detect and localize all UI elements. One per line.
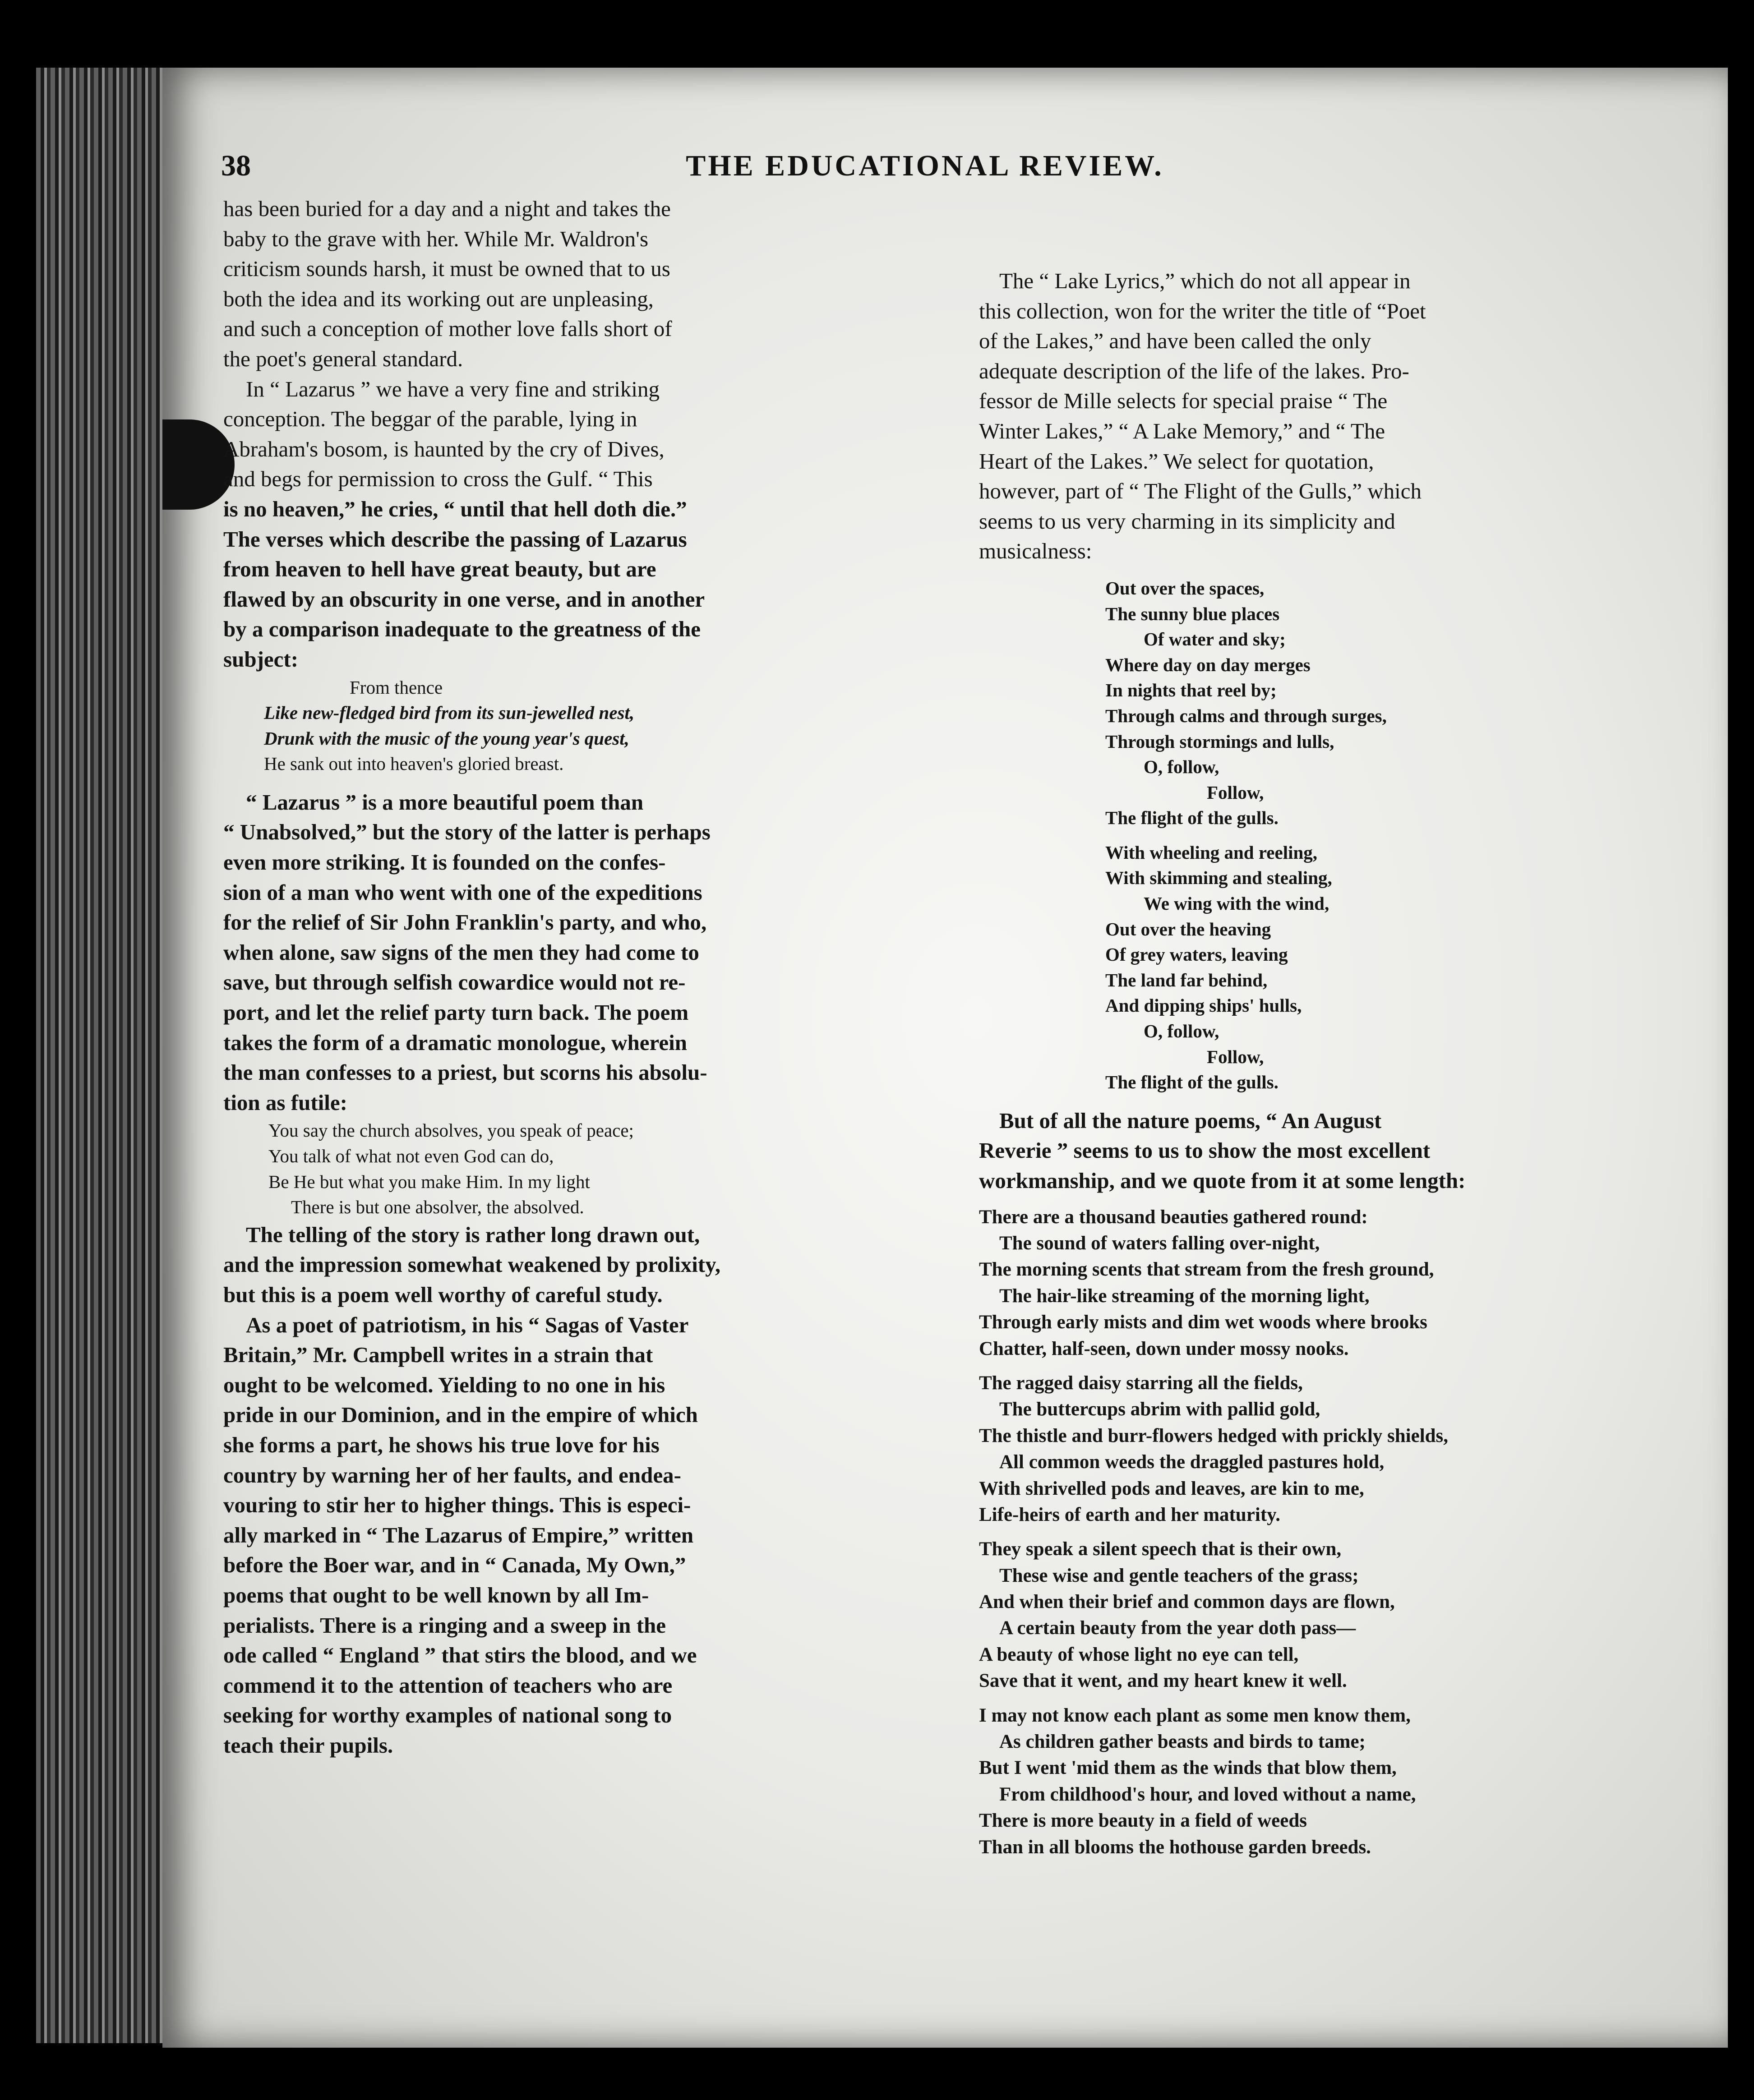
verse-line: There are a thousand beauties gathered round: [979,1206,1368,1228]
verse-line: These wise and gentle teachers of the grass; [999,1565,1359,1586]
text-line: Heart of the Lakes.” We select for quotation, [979,448,1374,474]
verse-line: Drunk with the music of the young year's quest, [264,728,629,749]
text-line: seems to us very charming in its simplicity and [979,508,1395,534]
verse-line: And dipping ships' hulls, [1105,995,1302,1016]
verse-line: Of water and sky; [1144,629,1286,650]
quoted-verse-unabsolved [223,1118,952,1220]
text-line: ally marked in “ The Lazarus of Empire,” written [223,1522,694,1547]
text-line: conception. The beggar of the parable, lying in [223,406,637,432]
verse-line: Follow, [1207,1046,1264,1067]
text-line: commend it to the attention of teachers who are [223,1672,673,1698]
text-line: Winter Lakes,” “ A Lake Memory,” and “ The [979,418,1385,443]
verse-line: The sunny blue places [1105,603,1280,624]
verse-line: He sank out into heaven's gloried breast. [264,753,564,774]
verse-line: The flight of the gulls. [1105,1072,1279,1093]
left-para-1 [223,194,952,374]
verse-line: Life-heirs of earth and her maturity. [979,1504,1281,1525]
left-column [223,194,952,1760]
page-edges [36,68,171,2043]
text-line: ought to be welcomed. Yielding to no one in his [223,1372,665,1397]
right-column [979,266,1547,1861]
text-line: workmanship, and we quote from it at some length: [979,1168,1466,1193]
verse-line: You talk of what not even God can do, [268,1146,554,1166]
text-line: tion as futile: [223,1090,347,1115]
verse-line: Follow, [1207,782,1264,803]
text-line: when alone, saw signs of the men they had come to [223,939,699,965]
text-line: subject: [223,646,299,672]
text-line: seeking for worthy examples of national song to [223,1703,672,1728]
text-line: The telling of the story is rather long drawn out, [246,1222,700,1247]
text-line: she forms a part, he shows his true love for his [223,1432,660,1457]
running-title: THE EDUCATIONAL REVIEW. [686,149,1164,182]
text-line: and the impression somewhat weakened by prolixity, [223,1252,721,1277]
verse-line: O, follow, [1144,1021,1219,1042]
right-para-2 [979,1106,1547,1196]
verse-line: Of grey waters, leaving [1105,944,1288,965]
verse-line: The ragged daisy starring all the fields, [979,1372,1303,1394]
verse-line: The land far behind, [1105,969,1268,990]
left-para-4 [223,1220,952,1310]
text-line: from heaven to hell have great beauty, but are [223,557,656,582]
verse-line: With skimming and stealing, [1105,867,1332,889]
verse-line: Through early mists and dim wet woods where brooks [979,1312,1427,1333]
text-line: In “ Lazarus ” we have a very fine and striking [246,376,660,401]
verse-line: With wheeling and reeling, [1105,842,1318,863]
verse-line: There is but one absolver, the absolved. [291,1197,584,1218]
verse-line: They speak a silent speech that is their own, [979,1538,1342,1560]
text-line: fessor de Mille selects for special praise “ The [979,388,1388,414]
verse-line: A certain beauty from the year doth pass— [999,1617,1356,1639]
verse-line: There is more beauty in a field of weeds [979,1810,1307,1832]
text-line: and begs for permission to cross the Gulf. “ This [223,466,653,492]
text-line: however, part of “ The Flight of the Gulls,” which [979,479,1422,504]
verse-line: Out over the spaces, [1105,577,1265,599]
text-line: poems that ought to be well known by all Im- [223,1582,649,1607]
text-line: criticism sounds harsh, it must be owned that to us [223,256,670,281]
verse-line: Through calms and through surges, [1105,705,1387,726]
text-line: The verses which describe the passing of Lazarus [223,526,687,552]
text-line: musicalness: [979,539,1092,564]
text-line: flawed by an obscurity in one verse, and in another [223,586,705,612]
text-line: As a poet of patriotism, in his “ Sagas of Vaster [246,1312,689,1337]
quoted-verse-flight-of-the-gulls [979,576,1547,1095]
text-line: but this is a poem well worthy of careful study. [223,1282,663,1307]
verse-line: The hair-like streaming of the morning light, [999,1285,1370,1307]
text-line: both the idea and its working out are unpleasing, [223,286,654,311]
verse-line: Than in all blooms the hothouse garden breeds. [979,1836,1371,1858]
verse-line: But I went 'mid them as the winds that blow them, [979,1757,1397,1779]
verse-line: From thence [350,677,443,698]
text-line: vouring to stir her to higher things. This is especi- [223,1492,691,1518]
quoted-verse-august-reverie [979,1204,1547,1861]
text-line: perialists. There is a ringing and a sweep in the [223,1612,666,1638]
text-line: sion of a man who went with one of the expeditions [223,880,702,905]
right-para-1 [979,266,1547,566]
text-line: But of all the nature poems, “ An August [999,1108,1382,1133]
text-line: “ Unabsolved,” but the story of the latter is perhaps [223,820,711,845]
text-line: for the relief of Sir John Franklin's party, and who, [223,910,707,935]
verse-line: With shrivelled pods and leaves, are kin to me, [979,1478,1364,1499]
verse-line: The sound of waters falling over-night, [999,1232,1320,1254]
quoted-verse-lazarus [223,675,952,777]
verse-line: And when their brief and common days are flown, [979,1591,1395,1613]
text-line: save, but through selfish cowardice would not re- [223,970,686,995]
text-line: this collection, won for the writer the title of “Poet [979,298,1426,323]
verse-line: O, follow, [1144,756,1219,778]
text-line: and such a conception of mother love falls short of [223,316,672,341]
verse-line: Save that it went, and my heart knew it well. [979,1670,1347,1692]
text-line: baby to the grave with her. While Mr. Waldron's [223,226,649,251]
verse-line: Through stormings and lulls, [1105,731,1334,752]
verse-line: Chatter, half-seen, down under mossy nooks. [979,1338,1349,1359]
text-line: “ Lazarus ” is a more beautiful poem than [246,789,644,815]
verse-line: Like new-fledged bird from its sun-jewelled nest, [264,702,635,723]
verse-line: Where day on day merges [1105,654,1311,675]
text-line: has been buried for a day and a night and takes the [223,196,671,221]
text-line: by a comparison inadequate to the greatness of the [223,617,701,642]
text-line: the poet's general standard. [223,346,463,371]
verse-line: I may not know each plant as some men know them, [979,1704,1411,1726]
verse-line: From childhood's hour, and loved without a name, [999,1783,1416,1805]
verse-line: We wing with the wind, [1144,893,1329,914]
left-para-3 [223,788,952,1118]
text-line: adequate description of the life of the lakes. Pro- [979,358,1409,383]
left-para-2 [223,374,952,675]
text-line: the man confesses to a priest, but scorns his absolu- [223,1060,707,1085]
text-line: even more striking. It is founded on the confes- [223,850,666,875]
text-line: is no heaven,” he cries, “ until that hell doth die.” [223,496,687,521]
text-line: country by warning her of her faults, and endea- [223,1462,682,1488]
verse-line: A beauty of whose light no eye can tell, [979,1644,1299,1665]
text-line: of the Lakes,” and have been called the only [979,328,1371,354]
text-line: teach their pupils. [223,1732,393,1758]
text-line: before the Boer war, and in “ Canada, My Own,” [223,1552,686,1578]
verse-line: Out over the heaving [1105,918,1271,939]
verse-line: Be He but what you make Him. In my light [268,1171,590,1192]
verse-line: The flight of the gulls. [1105,807,1279,829]
verse-line: You say the church absolves, you speak of peace; [268,1120,634,1141]
left-para-5 [223,1310,952,1761]
verse-line: The morning scents that stream from the fresh ground, [979,1259,1434,1280]
verse-line: The thistle and burr-flowers hedged with prickly shields, [979,1425,1449,1446]
verse-line: The buttercups abrim with pallid gold, [999,1399,1320,1420]
text-line: Britain,” Mr. Campbell writes in a strain that [223,1342,653,1368]
text-line: The “ Lake Lyrics,” which do not all appear in [999,268,1411,293]
text-line: pride in our Dominion, and in the empire of which [223,1402,698,1428]
verse-line: In nights that reel by; [1105,680,1277,701]
text-line: Reverie ” seems to us to show the most excellent [979,1138,1431,1163]
page-number: 38 [221,149,251,182]
text-line: takes the form of a dramatic monologue, wherein [223,1030,687,1055]
text-line: Abraham's bosom, is haunted by the cry of Dives, [223,436,665,461]
verse-line: As children gather beasts and birds to tame; [999,1731,1366,1753]
verse-line: All common weeds the draggled pastures hold, [999,1451,1385,1473]
text-line: ode called “ England ” that stirs the blood, and we [223,1643,697,1668]
text-line: port, and let the relief party turn back. The poem [223,1000,689,1025]
